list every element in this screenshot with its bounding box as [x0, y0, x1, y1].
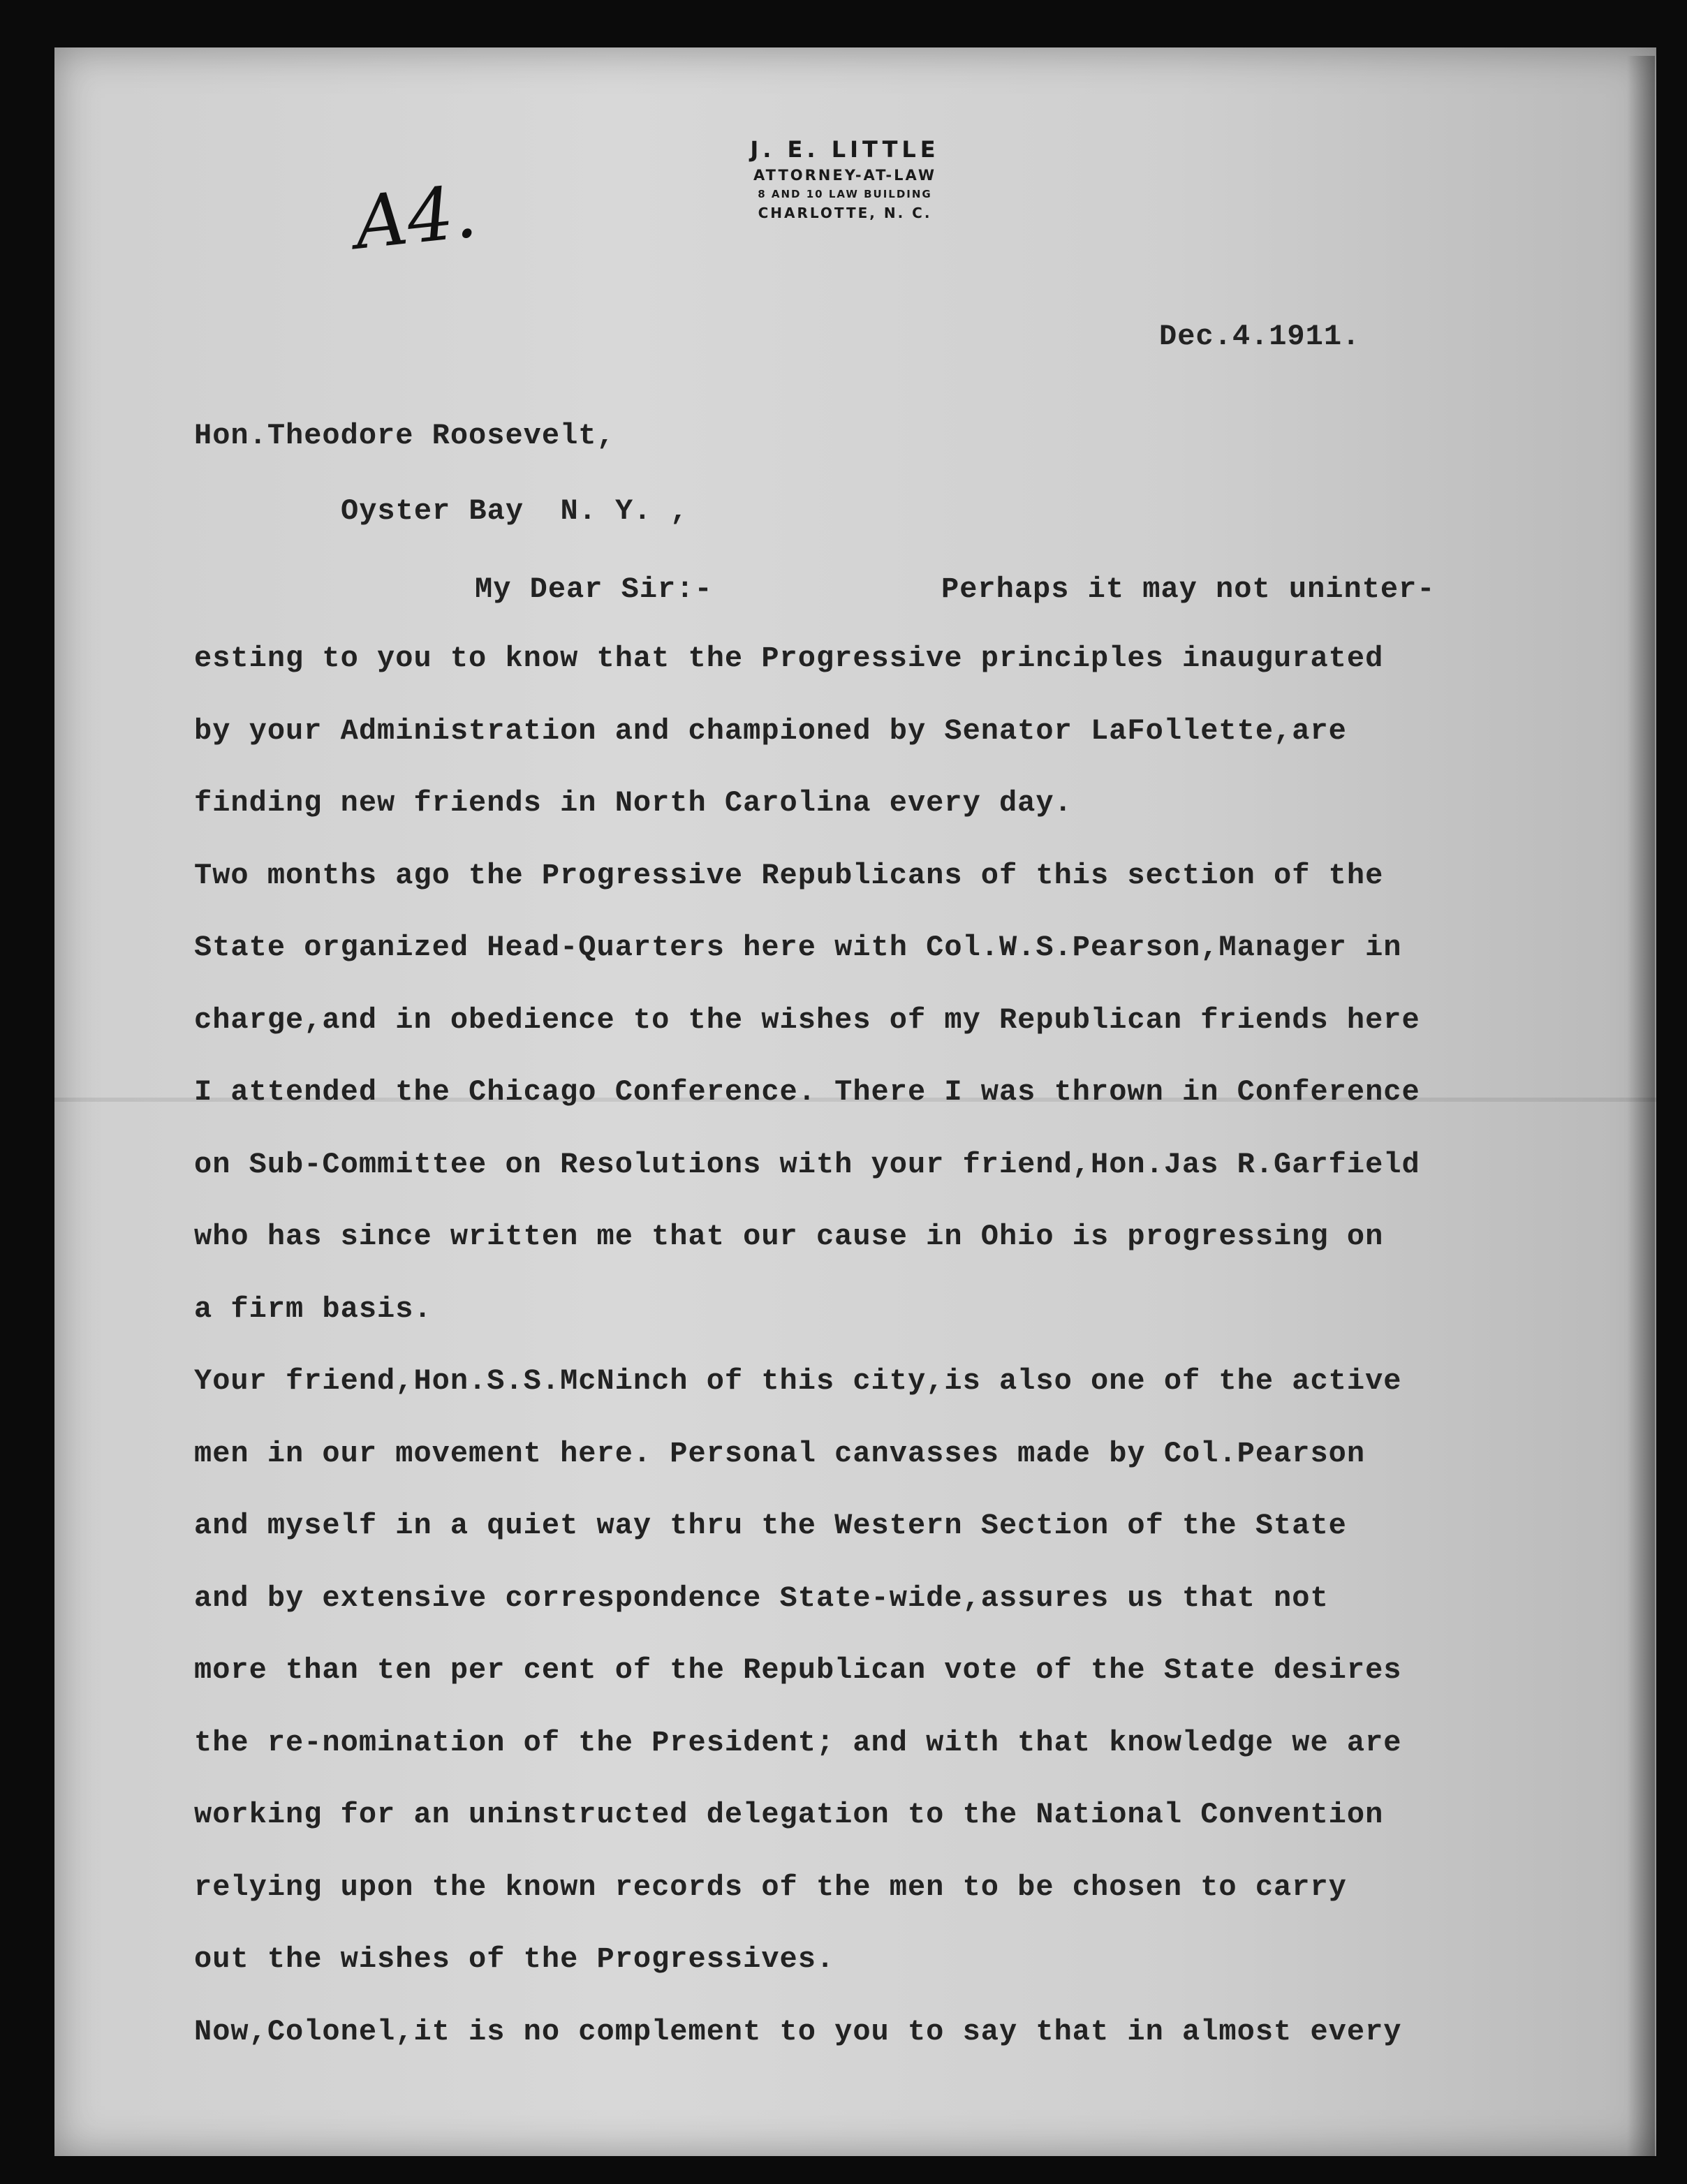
- body-line: Now,Colonel,it is no complement to you to say that in almost every: [194, 2014, 1402, 2049]
- body-line: the re-nomination of the President; and with that knowledge we are: [194, 1725, 1402, 1759]
- body-line: State organized Head-Quarters here with Col.W.S.Pearson,Manager in: [194, 931, 1402, 964]
- recipient-location: Oyster Bay N. Y. ,: [341, 494, 688, 528]
- letterhead-name: J. E. LITTLE: [750, 136, 940, 163]
- salutation: My Dear Sir:-: [475, 573, 713, 606]
- body-line: working for an uninstructed delegation to the National Convention: [194, 1798, 1384, 1831]
- page-edge-shadow: [1627, 56, 1655, 2157]
- body-line: a firm basis.: [194, 1292, 432, 1326]
- body-line: I attended the Chicago Conference. There I was thrown in Conference: [194, 1075, 1420, 1109]
- letterhead-title: ATTORNEY-AT-LAW: [753, 167, 936, 184]
- letter-date: Dec.4.1911.: [1159, 320, 1361, 353]
- body-line: and myself in a quiet way thru the Western Section of the State: [194, 1509, 1347, 1542]
- body-line: more than ten per cent of the Republican vote of the State desires: [194, 1653, 1402, 1687]
- letter-body: [194, 640, 1420, 2085]
- body-line: finding new friends in North Carolina every day.: [194, 786, 1073, 820]
- letterhead: [628, 136, 1061, 221]
- body-line: on Sub-Committee on Resolutions with your friend,Hon.Jas R.Garfield: [194, 1147, 1420, 1181]
- handwritten-annotation: A4.: [351, 168, 481, 266]
- body-line: and by extensive correspondence State-wide,assures us that not: [194, 1581, 1329, 1615]
- recipient-name: Hon.Theodore Roosevelt,: [194, 419, 615, 452]
- body-line: men in our movement here. Personal canvasses made by Col.Pearson: [194, 1436, 1366, 1470]
- body-line: who has since written me that our cause in Ohio is progressing on: [194, 1220, 1384, 1253]
- body-line: relying upon the known records of the men to be chosen to carry: [194, 1870, 1347, 1904]
- letterhead-address: 8 AND 10 LAW BUILDING: [758, 188, 932, 200]
- opening-line: Perhaps it may not uninter-: [941, 573, 1436, 606]
- body-line: charge,and in obedience to the wishes of my Republican friends here: [194, 1003, 1420, 1037]
- body-line: Two months ago the Progressive Republicans of this section of the: [194, 858, 1384, 892]
- letterhead-city: CHARLOTTE, N. C.: [758, 205, 932, 221]
- body-line: out the wishes of the Progressives.: [194, 1942, 835, 1976]
- body-line: by your Administration and championed by Senator LaFollette,are: [194, 714, 1347, 748]
- body-line: esting to you to know that the Progressive principles inaugurated: [194, 642, 1384, 675]
- body-line: Your friend,Hon.S.S.McNinch of this city,is also one of the active: [194, 1364, 1402, 1398]
